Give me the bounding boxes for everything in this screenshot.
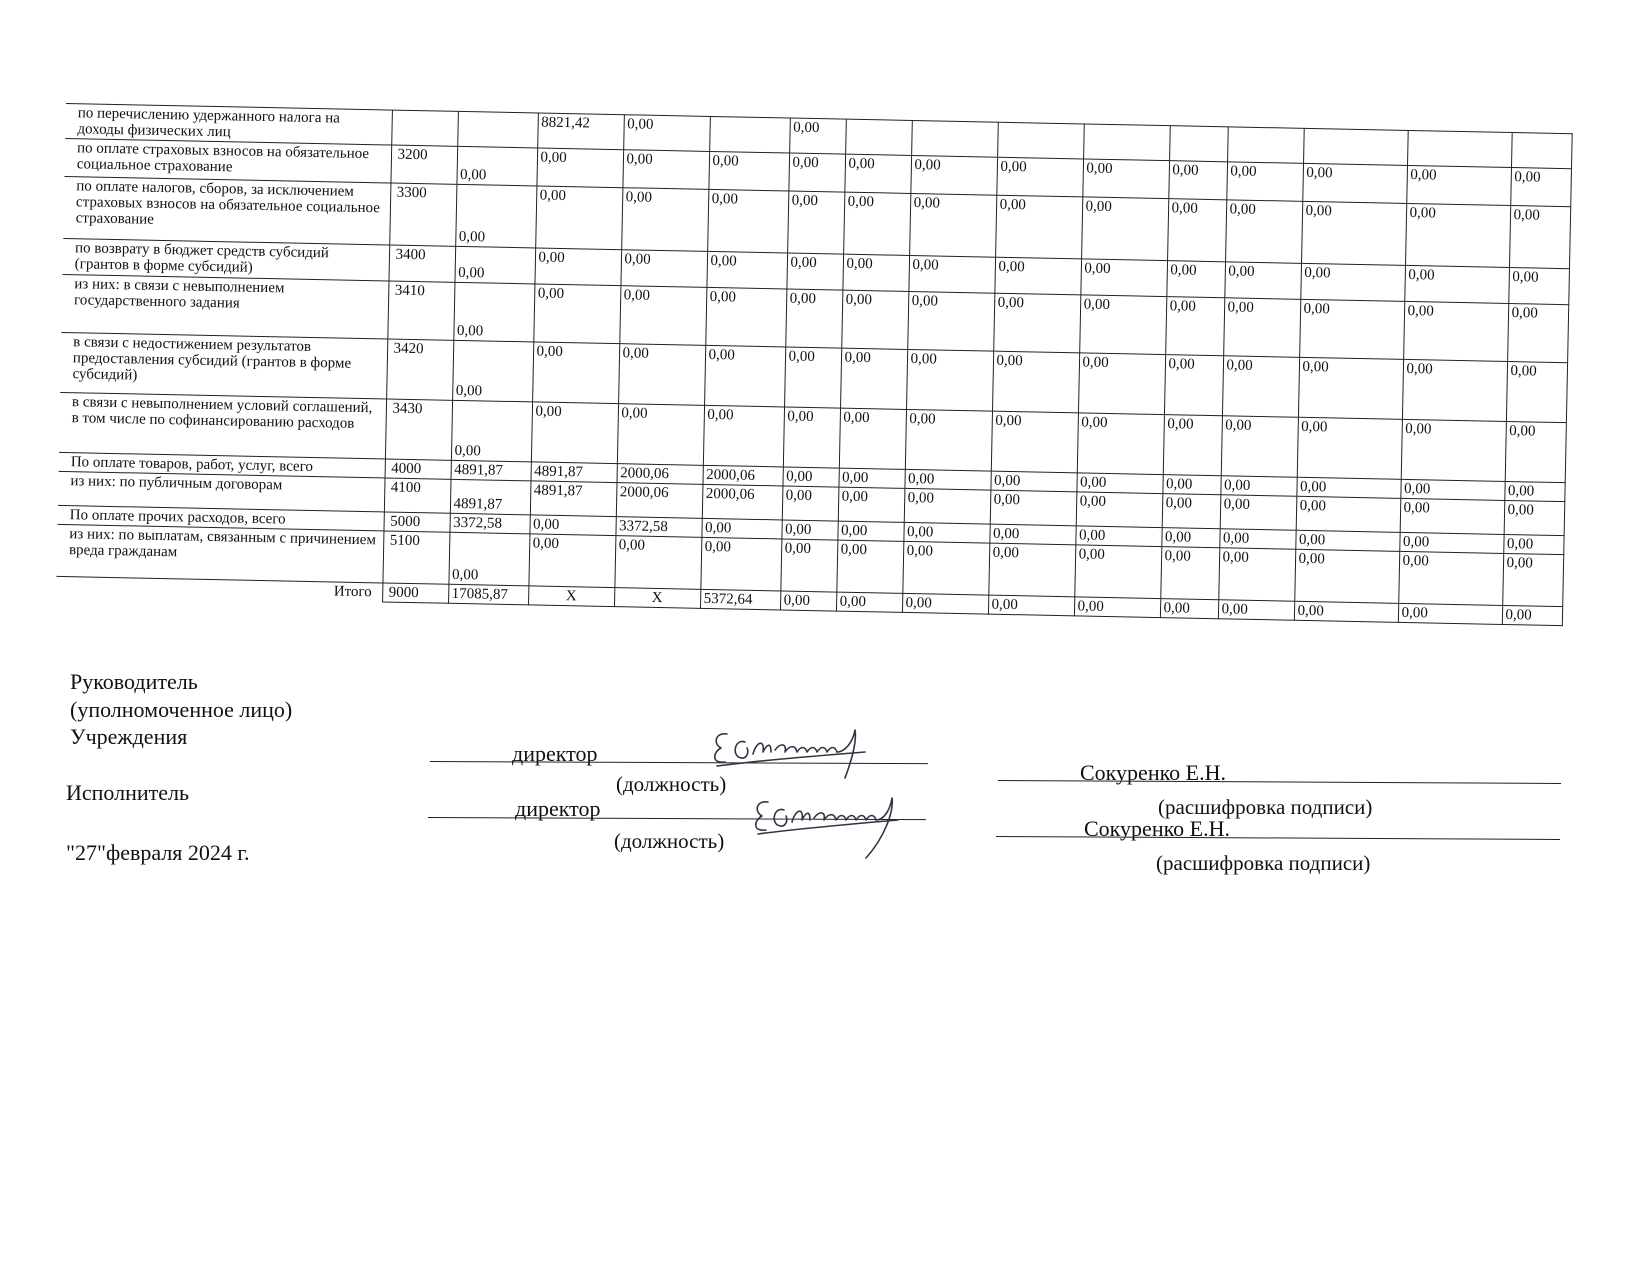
- report-table-wrapper: [56, 103, 1572, 626]
- row-label: по оплате страховых взносов на обязательное социальное страхование: [65, 138, 392, 183]
- table-cell: 0,00: [1398, 551, 1503, 605]
- row-label: в связи с невыполнением условий соглашений, в том числе по софинансированию расходов: [59, 392, 386, 459]
- table-cell: 4891,87: [450, 479, 531, 515]
- row-code: 3300: [389, 183, 456, 246]
- row-label: из них: в связи с невыполнением государственного задания: [61, 274, 388, 339]
- table-cell: 0,00: [529, 515, 615, 536]
- table-cell: 0,00: [1220, 476, 1296, 497]
- table-cell: 0,00: [617, 404, 704, 466]
- table-cell: 0,00: [531, 402, 618, 464]
- table-cell: 0,00: [783, 407, 840, 468]
- table-cell: 0,00: [840, 348, 907, 409]
- table-cell: 0,00: [621, 188, 708, 252]
- executor-position: директор: [515, 796, 601, 821]
- table-cell: 0,00: [448, 532, 529, 586]
- table-cell: 0,00: [1168, 161, 1227, 200]
- table-cell: 0,00: [837, 521, 903, 541]
- table-cell: 0,00: [1302, 163, 1407, 203]
- head-name-caption: (расшифровка подписи): [1158, 795, 1373, 819]
- table-cell: 0,00: [1223, 298, 1300, 358]
- head-name: Сокуренко Е.Н.: [1080, 760, 1226, 785]
- table-cell: 0,00: [1079, 295, 1166, 355]
- table-cell: 0,00: [1163, 415, 1222, 476]
- total-cell: 0,00: [1294, 601, 1398, 622]
- executor-name-caption: (расшифровка подписи): [1156, 851, 1371, 875]
- table-cell: [1227, 127, 1304, 164]
- total-cell: 0,00: [1502, 605, 1562, 625]
- table-cell: 0,00: [780, 539, 837, 592]
- row-label: из них: по выплатам, связанным с причинением вреда гражданам: [56, 524, 383, 583]
- table-cell: 0,00: [1296, 477, 1400, 498]
- row-label: По оплате товаров, работ, услуг, всего: [59, 452, 385, 478]
- table-cell: 0,00: [1077, 413, 1164, 475]
- total-cell: 0,00: [1398, 603, 1502, 624]
- total-cell: 0,00: [780, 591, 836, 611]
- row-code: [391, 110, 458, 146]
- table-cell: 0,00: [1299, 299, 1404, 359]
- row-code: 4000: [385, 459, 451, 479]
- table-cell: 0,00: [455, 184, 536, 248]
- table-cell: 0,00: [708, 151, 789, 191]
- table-cell: 0,00: [994, 257, 1081, 295]
- table-cell: 4891,87: [451, 460, 531, 481]
- table-cell: 4891,87: [530, 481, 617, 517]
- table-cell: 0,00: [622, 150, 709, 190]
- table-cell: 0,00: [1406, 165, 1511, 205]
- table-cell: 0,00: [1082, 159, 1169, 199]
- table-cell: 0,00: [1226, 162, 1303, 202]
- head-title-line1: Руководитель: [70, 669, 198, 694]
- table-cell: 0,00: [535, 186, 622, 250]
- table-cell: 0,00: [1076, 473, 1162, 494]
- table-cell: 0,00: [701, 518, 781, 539]
- table-cell: 0,00: [1080, 259, 1167, 297]
- table-cell: 0,00: [782, 467, 838, 487]
- table-cell: 0,00: [1225, 200, 1302, 264]
- table-cell: 0,00: [1218, 548, 1295, 602]
- executor-name-line: [996, 836, 1560, 840]
- total-label: Итого: [56, 576, 382, 602]
- table-cell: 0,00: [1507, 303, 1568, 362]
- table-cell: 0,00: [1081, 197, 1168, 261]
- row-code: 3200: [390, 145, 457, 184]
- total-cell: 0,00: [836, 592, 902, 612]
- table-cell: 0,00: [904, 488, 991, 524]
- table-cell: [1083, 124, 1170, 161]
- table-cell: 2000,06: [616, 483, 703, 519]
- table-cell: 0,00: [1402, 359, 1507, 421]
- table-cell: 0,00: [1224, 262, 1301, 300]
- table-cell: 0,00: [1300, 263, 1405, 301]
- table-cell: 0,00: [988, 543, 1075, 597]
- total-cell: X: [614, 588, 700, 609]
- table-cell: [1169, 126, 1228, 162]
- total-cell: 5372,64: [700, 589, 780, 610]
- table-cell: 0,00: [454, 246, 535, 284]
- table-cell: 0,00: [1503, 534, 1563, 554]
- table-cell: 0,00: [842, 254, 909, 291]
- table-cell: 0,00: [907, 291, 994, 351]
- table-cell: 0,00: [1301, 201, 1406, 265]
- table-cell: 0,00: [909, 193, 996, 257]
- table-cell: 0,00: [781, 520, 837, 540]
- table-cell: [997, 122, 1084, 159]
- table-cell: 0,00: [1404, 265, 1509, 303]
- row-code: 5100: [382, 531, 449, 584]
- total-cell: X: [528, 586, 614, 607]
- table-cell: 2000,06: [616, 464, 702, 485]
- executor-name: Сокуренко Е.Н.: [1084, 816, 1230, 841]
- table-cell: 0,00: [839, 408, 906, 469]
- table-cell: 0,00: [1166, 261, 1225, 298]
- total-cell: 0,00: [988, 595, 1074, 616]
- table-cell: 0,00: [1510, 168, 1571, 207]
- table-cell: [709, 116, 790, 153]
- row-code: 3410: [387, 281, 454, 340]
- table-cell: [1407, 130, 1512, 167]
- head-position: директор: [512, 741, 598, 766]
- table-cell: [1511, 133, 1572, 169]
- table-cell: 0,00: [1505, 421, 1566, 482]
- table-cell: 0,00: [788, 153, 845, 192]
- table-cell: 0,00: [989, 524, 1075, 545]
- table-cell: 0,00: [1219, 529, 1295, 550]
- head-title-line3: Учреждения: [70, 724, 188, 749]
- head-position-caption: (должность): [616, 772, 727, 796]
- table-cell: 0,00: [844, 154, 911, 193]
- report-table: [56, 103, 1572, 626]
- table-cell: 0,00: [1162, 494, 1221, 529]
- table-cell: 0,00: [991, 411, 1078, 473]
- row-label: из них: по публичным договорам: [58, 471, 385, 512]
- table-cell: 0,00: [1400, 479, 1504, 500]
- table-cell: 0,00: [533, 284, 620, 344]
- table-cell: 0,00: [1294, 549, 1399, 603]
- table-cell: 3372,58: [449, 513, 529, 534]
- total-cell: 17085,87: [448, 584, 528, 605]
- table-cell: 0,00: [990, 490, 1077, 526]
- table-cell: 0,00: [1220, 495, 1297, 531]
- total-cell: 0,00: [1074, 597, 1160, 618]
- table-cell: 0,00: [528, 534, 615, 588]
- table-cell: 0,00: [1222, 356, 1299, 418]
- table-cell: 0,00: [456, 146, 537, 186]
- total-code: 9000: [382, 583, 448, 603]
- table-cell: [911, 120, 998, 157]
- table-cell: 0,00: [785, 289, 842, 348]
- table-cell: 0,00: [620, 250, 707, 288]
- table-cell: 0,00: [707, 189, 788, 253]
- table-cell: 0,00: [1504, 500, 1565, 535]
- table-cell: 0,00: [995, 195, 1082, 259]
- table-cell: 0,00: [1297, 417, 1402, 479]
- table-cell: 0,00: [1167, 199, 1226, 262]
- table-cell: 0,00: [706, 251, 787, 289]
- table-cell: 0,00: [996, 157, 1083, 197]
- table-cell: 0,00: [1160, 547, 1219, 600]
- table-cell: 0,00: [1298, 357, 1403, 419]
- row-code: 3400: [388, 245, 455, 282]
- head-signature-image: [705, 722, 875, 784]
- table-cell: 0,00: [532, 342, 619, 404]
- table-cell: [457, 111, 538, 148]
- table-cell: 0,00: [784, 347, 841, 408]
- table-cell: 0,00: [1509, 206, 1570, 269]
- table-cell: 0,00: [903, 522, 989, 543]
- table-cell: 0,00: [908, 255, 995, 293]
- table-cell: 0,00: [623, 115, 710, 152]
- table-cell: 0,00: [992, 351, 1079, 413]
- table-cell: 0,00: [453, 282, 534, 342]
- table-cell: 0,00: [993, 293, 1080, 353]
- row-code: 3420: [386, 339, 453, 400]
- table-cell: 0,00: [1164, 355, 1223, 416]
- table-cell: 0,00: [700, 537, 781, 591]
- executor-signature-image: [748, 792, 908, 862]
- table-cell: 2000,06: [702, 465, 782, 486]
- table-cell: 0,00: [1295, 530, 1399, 551]
- total-cell: 0,00: [1160, 599, 1218, 619]
- table-cell: 0,00: [843, 192, 910, 255]
- row-code: 3430: [385, 399, 452, 460]
- table-cell: 0,00: [902, 541, 989, 595]
- executor-position-caption: (должность): [614, 829, 725, 853]
- table-cell: 0,00: [705, 287, 786, 347]
- table-cell: 0,00: [703, 405, 784, 467]
- table-cell: 0,00: [452, 340, 533, 402]
- table-body: [56, 103, 1572, 625]
- table-cell: 0,00: [1076, 492, 1163, 528]
- table-cell: 3372,58: [615, 517, 701, 538]
- table-cell: 0,00: [787, 191, 844, 254]
- table-cell: 0,00: [1405, 203, 1510, 267]
- table-cell: 0,00: [1403, 301, 1508, 361]
- table-cell: 0,00: [1074, 545, 1161, 599]
- table-cell: [845, 119, 912, 155]
- table-cell: 2000,06: [702, 484, 783, 520]
- table-cell: 0,00: [1506, 361, 1567, 422]
- table-cell: 0,00: [1161, 528, 1219, 548]
- table-cell: 0,00: [789, 118, 846, 154]
- table-cell: 0,00: [906, 349, 993, 411]
- table-cell: 0,00: [905, 409, 992, 471]
- table-cell: 0,00: [1075, 526, 1161, 547]
- table-cell: 0,00: [619, 286, 706, 346]
- table-cell: 0,00: [838, 468, 904, 488]
- table-cell: 0,00: [1401, 419, 1506, 481]
- table-cell: 0,00: [782, 486, 839, 521]
- table-cell: 0,00: [536, 148, 623, 188]
- table-cell: 0,00: [618, 344, 705, 406]
- table-cell: 0,00: [1165, 297, 1224, 356]
- total-cell: 0,00: [1218, 600, 1294, 621]
- table-cell: [1303, 128, 1408, 165]
- table-cell: 0,00: [1504, 481, 1564, 501]
- row-label: по оплате налогов, сборов, за исключением страховых взносов на обязательное социальное страхование: [63, 176, 390, 245]
- table-cell: 0,00: [838, 487, 905, 522]
- table-cell: 0,00: [1508, 267, 1569, 304]
- head-title-line2: (уполномоченное лицо): [70, 697, 293, 722]
- table-cell: 0,00: [704, 345, 785, 407]
- report-date: "27"февраля 2024 г.: [66, 840, 250, 865]
- row-label: по возврату в бюджет средств субсидий (грантов в форме субсидий): [63, 238, 390, 281]
- table-cell: 0,00: [1400, 498, 1505, 534]
- table-cell: 0,00: [786, 253, 843, 290]
- executor-label: Исполнитель: [66, 780, 190, 805]
- table-cell: 0,00: [1162, 475, 1220, 495]
- table-cell: 0,00: [614, 536, 701, 590]
- table-cell: 0,00: [841, 290, 908, 349]
- row-code: 4100: [384, 478, 451, 513]
- table-cell: 4891,87: [531, 462, 617, 483]
- total-cell: 0,00: [902, 593, 988, 614]
- table-cell: 0,00: [836, 540, 903, 593]
- table-cell: 0,00: [904, 469, 990, 490]
- row-label: По оплате прочих расходов, всего: [58, 505, 384, 531]
- table-cell: 0,00: [1078, 353, 1165, 415]
- row-label: по перечислению удержанного налога на доходы физических лиц: [65, 103, 392, 145]
- table-cell: 0,00: [451, 400, 532, 462]
- table-cell: 0,00: [1296, 496, 1401, 532]
- row-code: 5000: [383, 512, 449, 532]
- table-cell: 0,00: [1502, 553, 1563, 606]
- table-cell: 0,00: [1399, 532, 1503, 553]
- table-cell: 0,00: [910, 155, 997, 195]
- table-cell: 0,00: [990, 471, 1076, 492]
- table-cell: 0,00: [1221, 416, 1298, 478]
- row-label: в связи с недостижением результатов предоставления субсидий (грантов в форме субсидий): [60, 332, 387, 399]
- table-cell: 8821,42: [537, 113, 624, 150]
- table-cell: 0,00: [534, 248, 621, 286]
